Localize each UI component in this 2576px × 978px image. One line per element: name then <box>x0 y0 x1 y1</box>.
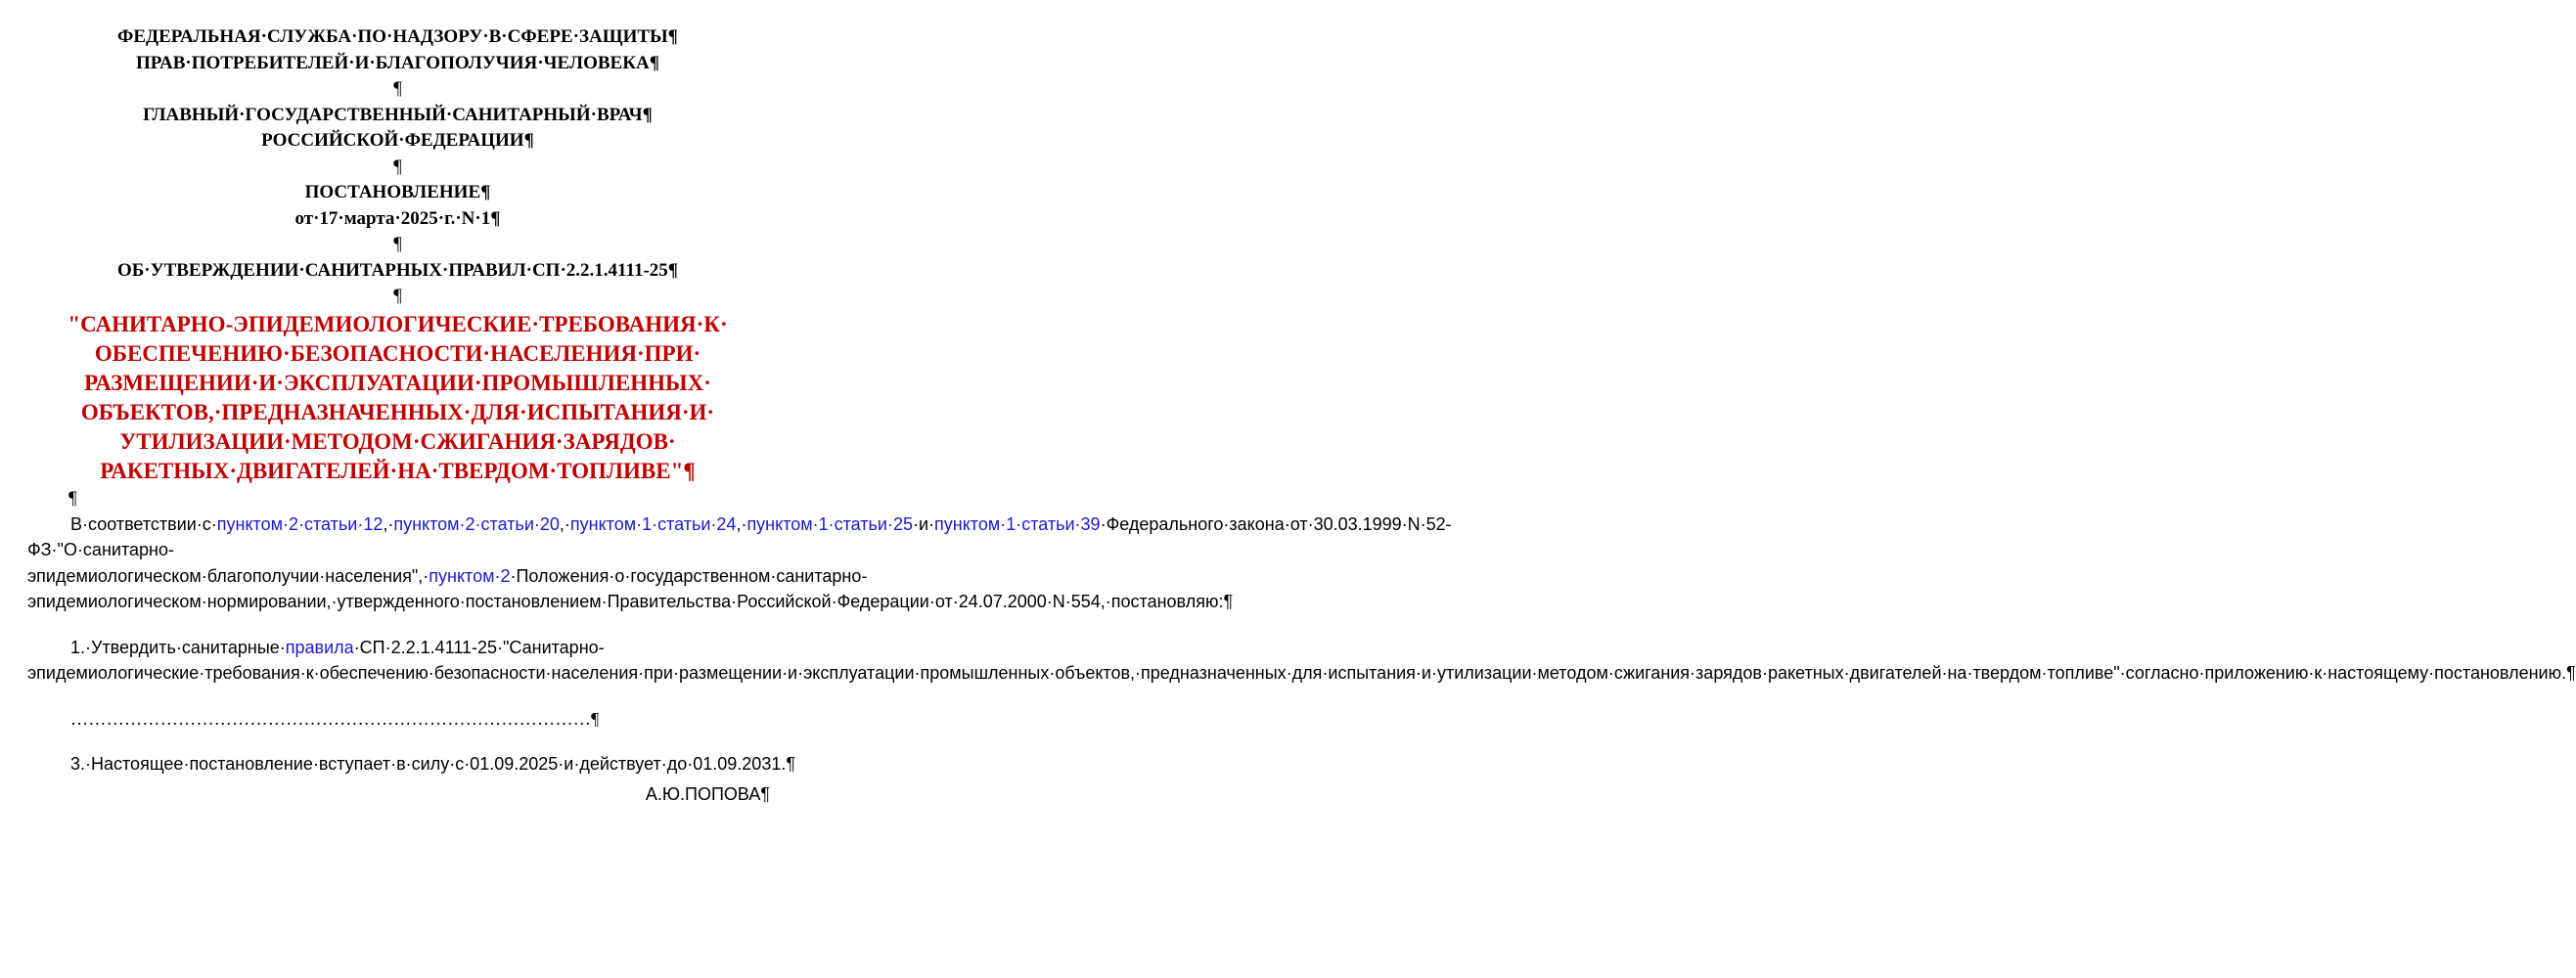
rules-title-line: РАЗМЕЩЕНИИ·И·ЭКСПЛУАТАЦИИ·ПРОМЫШЛЕННЫХ· <box>84 370 711 395</box>
rules-title <box>0 310 795 486</box>
paragraph-gap <box>0 687 795 706</box>
preamble-text: В·соответствии·с· <box>70 513 217 534</box>
law-reference-link[interactable]: пунктом·2·статьи·12 <box>216 513 384 534</box>
clause-3-paragraph: 3.·Настоящее·постановление·вступает·в·силу·с·01.09.2025·и·действует·до·01.09.2031.¶ <box>70 753 796 774</box>
officer-title-line2: РОССИЙСКОЙ·ФЕДЕРАЦИИ¶ <box>261 130 534 151</box>
pilcrow: ¶ <box>393 234 402 254</box>
preamble-text: ·Положения·о·государственном·санитарно-эпидемиологическом·нормировании,·утвержденного·постановлением·Правительства·Российской·Федерации·от·24.07.2000·N·554,·постановляю:¶ <box>27 565 1234 611</box>
rules-title-line: ОБЕСПЕЧЕНИЮ·БЕЗОПАСНОСТИ·НАСЕЛЕНИЯ·ПРИ· <box>94 340 701 366</box>
document-subject: ОБ·УТВЕРЖДЕНИИ·САНИТАРНЫХ·ПРАВИЛ·СП·2.2.1.4111-25¶ <box>116 259 679 281</box>
clause-text: ·СП·2.2.1.4111-25·"Санитарно-эпидемиологические·требования·к·обеспечению·безопасности·населения·при·размещении·и·эксплуатации·промышленных·объектов,·предназначенных·для·испытания·и·утилизации·методом·сжигания·зарядов·ракетных·двигателей·на·твердом·топливе"·согласно·приложению·к·настоящему·постановлению.¶ <box>27 637 2576 683</box>
pilcrow: ¶ <box>393 156 402 177</box>
rules-title-line: РАКЕТНЫХ·ДВИГАТЕЛЕЙ·НА·ТВЕРДОМ·ТОПЛИВЕ"¶ <box>100 458 696 483</box>
document-type: ПОСТАНОВЛЕНИЕ¶ <box>304 182 491 202</box>
law-reference-link[interactable]: пунктом·2·статьи·20 <box>393 513 560 534</box>
paragraph-gap <box>0 615 795 635</box>
preamble-text: ,· <box>559 513 570 534</box>
law-reference-link[interactable]: пунктом·1·статьи·25 <box>746 513 913 534</box>
rules-title-line: ОБЪЕКТОВ,·ПРЕДНАЗНАЧЕННЫХ·ДЛЯ·ИСПЫТАНИЯ·И· <box>80 399 715 424</box>
preamble-paragraph <box>27 511 1452 615</box>
preamble-text: ,· <box>736 513 747 534</box>
pilcrow: ¶ <box>68 487 77 509</box>
rules-link[interactable]: правила <box>285 637 354 657</box>
law-reference-link[interactable]: пунктом·1·статьи·39 <box>934 513 1101 534</box>
omitted-text-ellipsis: ……………………………………………………………………………¶ <box>70 708 600 729</box>
pilcrow: ¶ <box>393 286 402 306</box>
preamble-text: ·Федерального·закона·от·30.03.1999·N·52-ФЗ·"О·санитарно-эпидемиологическом·благополучии·населения",· <box>27 513 1452 586</box>
clause-1-paragraph <box>27 635 2576 687</box>
document-date-number: от·17·марта·2025·г.·N·1¶ <box>294 207 501 229</box>
pilcrow: ¶ <box>393 78 402 99</box>
agency-name-line2: ПРАВ·ПОТРЕБИТЕЛЕЙ·И·БЛАГОПОЛУЧИЯ·ЧЕЛОВЕКА¶ <box>136 52 659 73</box>
law-reference-link[interactable]: пунктом·1·статьи·24 <box>569 513 737 534</box>
preamble-text: ,· <box>383 513 394 534</box>
regulation-reference-link[interactable]: пунктом·2 <box>429 565 511 586</box>
agency-name-line1: ФЕДЕРАЛЬНАЯ·СЛУЖБА·ПО·НАДЗОРУ·В·СФЕРЕ·ЗАЩИТЫ¶ <box>117 26 678 47</box>
preamble-text: ·и· <box>912 513 935 534</box>
paragraph-gap <box>0 732 795 751</box>
rules-title-line: "САНИТАРНО-ЭПИДЕМИОЛОГИЧЕСКИЕ·ТРЕБОВАНИЯ·К· <box>68 311 728 336</box>
signature: А.Ю.ПОПОВА¶ <box>645 784 770 804</box>
officer-title-line1: ГЛАВНЫЙ·ГОСУДАРСТВЕННЫЙ·САНИТАРНЫЙ·ВРАЧ¶ <box>143 104 653 125</box>
rules-title-line: УТИЛИЗАЦИИ·МЕТОДОМ·СЖИГАНИЯ·ЗАРЯДОВ· <box>119 428 676 454</box>
clause-text: 1.·Утвердить·санитарные· <box>70 637 286 657</box>
